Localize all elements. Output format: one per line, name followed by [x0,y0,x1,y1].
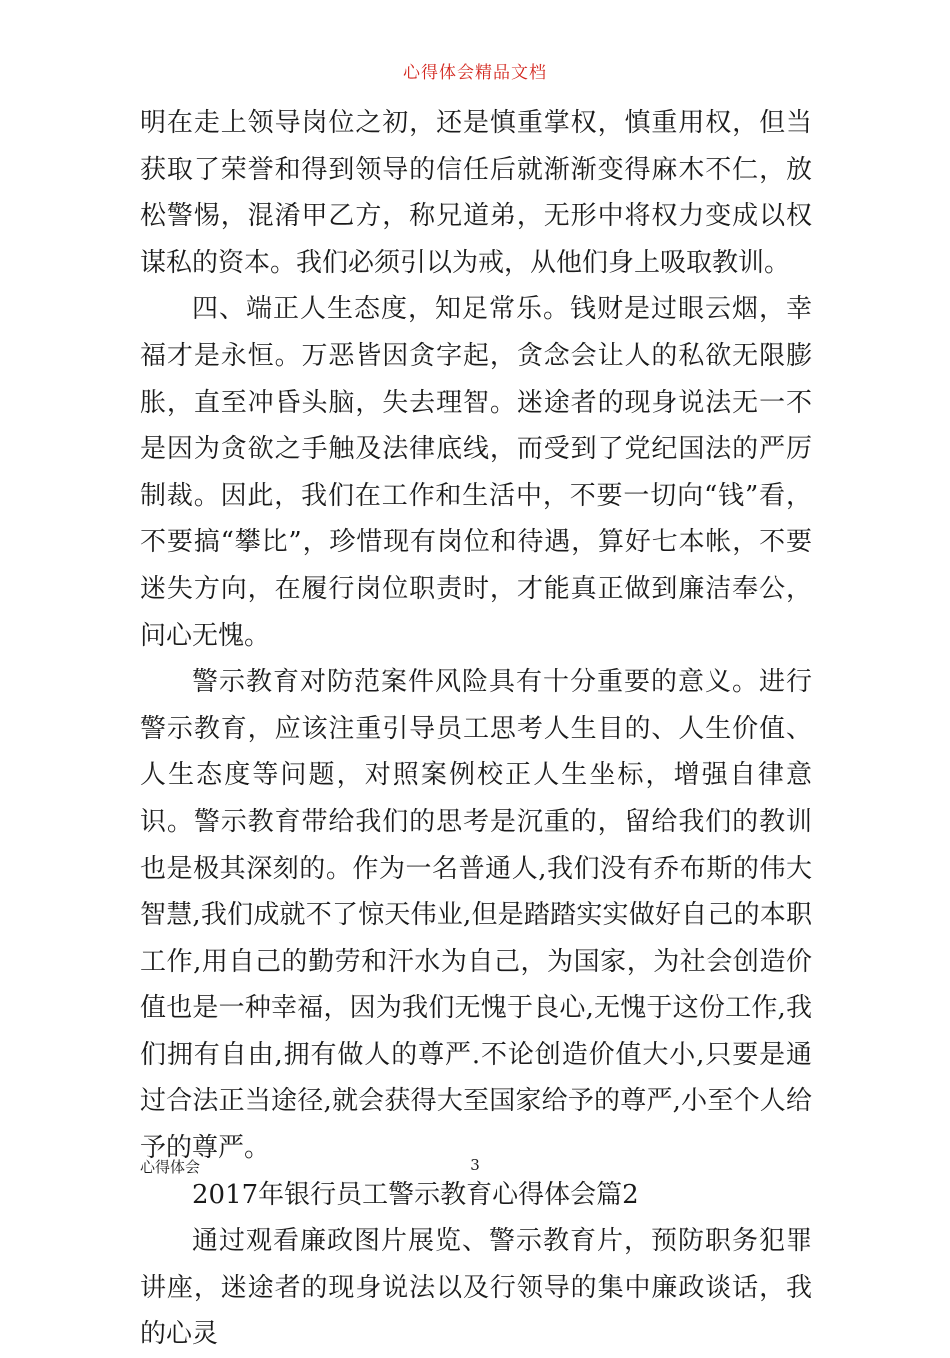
footer-label: 心得体会 [140,1158,201,1176]
section-heading: 2017年银行员工警示教育心得体会篇2 [192,1179,639,1210]
paragraph-section-two-intro: 通过观看廉政图片展览、警示教育片，预防职务犯罪讲座，迷途者的现身说法以及行领导的集中廉政谈话，我的心灵 [140,1226,812,1350]
page-header-title: 心得体会精品文档 [403,63,547,83]
paragraph-point-four: 四、端正人生态度，知足常乐。钱财是过眼云烟，幸福才是永恒。万恶皆因贪字起，贪念会让人的私欲无限膨胀，直至冲昏头脑，失去理智。迷途者的现身说法无一不是因为贪欲之手触及法律底线，而受到了党纪国法的严厉制裁。因此，我们在工作和生活中，不要一切向“钱”看，不要搞“攀比”，珍惜现有岗位和待遇，算好七本帐，不要迷失方向，在履行岗位职责时，才能真正做到廉洁奉公，问心无愧。 [140,294,812,651]
paragraph-continuation: 明在走上领导岗位之初，还是慎重掌权，慎重用权，但当获取了荣誉和得到领导的信任后就渐渐变得麻木不仁，放松警惕，混淆甲乙方，称兄道弟，无形中将权力变成以权谋私的资本。我们必须引以为戒，从他们身上吸取教训。 [140,108,812,278]
page-number: 3 [470,1156,480,1174]
paragraph-warning-education: 警示教育对防范案件风险具有十分重要的意义。进行警示教育，应该注重引导员工思考人生目的、人生价值、人生态度等问题，对照案例校正人生坐标，增强自律意识。警示教育带给我们的思考是沉重的，留给我们的教训也是极其深刻的。作为一名普通人,我们没有乔布斯的伟大智慧,我们成就不了惊天伟业,但是踏踏实实做好自己的本职工作,用自己的勤劳和汗水为自己，为国家，为社会创造价值也是一种幸福，因为我们无愧于良心,无愧于这份工作,我们拥有自由,拥有做人的尊严.不论创造价值大小,只要是通过合法正当途径,就会获得大至国家给予的尊严,小至个人给予的尊严。 [140,667,812,1164]
